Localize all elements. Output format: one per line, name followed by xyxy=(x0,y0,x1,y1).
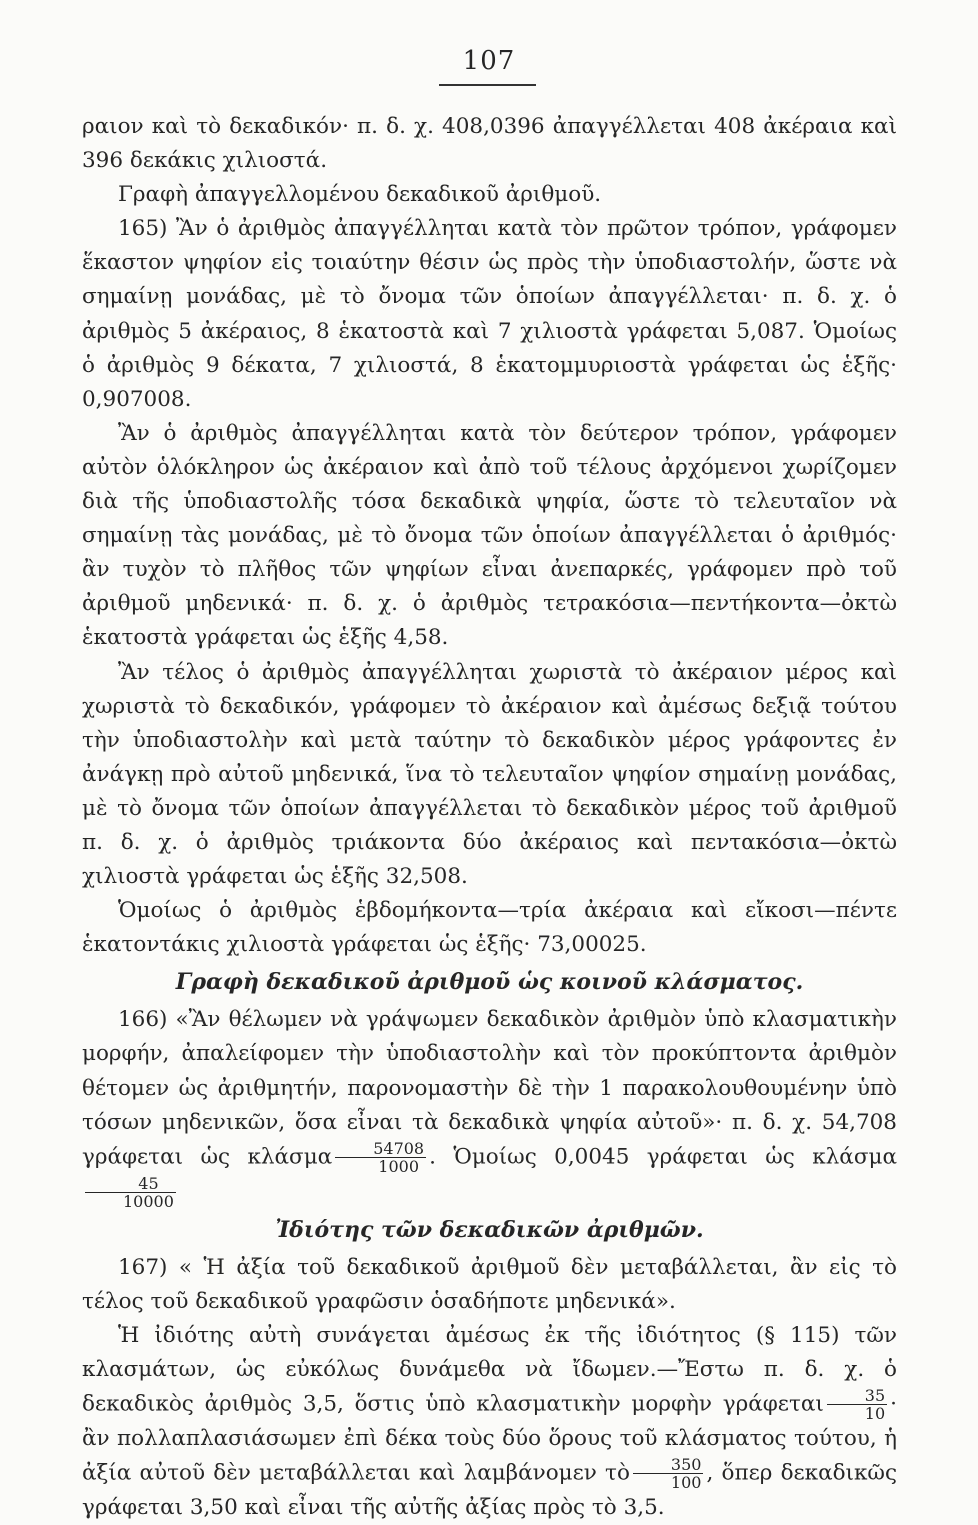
paragraph-168-text-c: , ὅπερ δεκαδικῶς γράφεται 3,50 καὶ εἶναι τῆς αὐτῆς ἀξίας πρὸς τὸ 3,5. xyxy=(82,1460,897,1521)
page-body xyxy=(82,110,897,1525)
paragraph-165: 165) Ἂν ὁ ἀριθμὸς ἀπαγγέλληται κατὰ τὸν πρῶτον τρόπον, γράφομεν ἕκαστον ψηφίον εἰς τοιαύτην θέσιν ὡς πρὸς τὴν ὑποδιαστολήν, ὥστε νὰ σημαίνῃ μονάδας, μὲ τὸ ὄνομα τῶν ὁποίων ἀπαγγέλλεται· π. δ. χ. ὁ ἀριθμὸς 5 ἀκέραιος, 8 ἑκατοστὰ καὶ 7 χιλιοστὰ γράφεται 5,087. Ὁμοίως ὁ ἀριθμὸς 9 δέκατα, 7 χιλιοστά, 8 ἑκατομμυριοστὰ γράφεται ὡς ἑξῆς· 0,907008. xyxy=(82,216,897,412)
page-number: 107 xyxy=(462,46,516,76)
page-number-rule xyxy=(439,84,536,86)
fraction-54708-1000 xyxy=(335,1140,426,1175)
fraction-denominator: 100 xyxy=(670,1473,702,1493)
fraction-denominator: 10 xyxy=(864,1404,886,1424)
paragraph-second-method: Ἂν ὁ ἀριθμὸς ἀπαγγέλληται κατὰ τὸν δεύτερον τρόπον, γράφομεν αὐτὸν ὁλόκληρον ὡς ἀκέραιον καὶ ἀπὸ τοῦ τέλους ἀρχόμενοι χωρίζομεν διὰ τῆς ὑποδιαστολῆς τόσα δεκαδικὰ ψηφία, ὥστε τὸ τελευταῖον νὰ σημαίνῃ τὰς μονάδας, μὲ τὸ ὄνομα τῶν ὁποίων ἀπαγγέλλεται ὁ ἀριθμός· ἂν τυχὸν τὸ πλῆθος τῶν ψηφίων εἶναι ἀνεπαρκές, γράφομεν πρὸ τοῦ ἀριθμοῦ μηδενικά· π. δ. χ. ὁ ἀριθμὸς τετρακόσια—πεντήκοντα—ὀκτὼ ἑκατοστὰ γράφεται ὡς ἑξῆς 4,58. xyxy=(82,420,897,651)
subheading-writing-decimal: Γραφὴ ἀπαγγελλομένου δεκαδικοῦ ἀριθμοῦ. xyxy=(118,182,602,208)
paragraph-168-text-a: Ἡ ἰδιότης αὐτὴ συνάγεται ἀμέσως ἐκ τῆς ἰδιότητος (§ 115) τῶν κλασμάτων, ὡς εὐκόλως δυνάμεθα νὰ ἴδωμεν.—Ἔστω π. δ. χ. ὁ δεκαδικὸς ἀριθμὸς 3,5, ὅστις ὑπὸ κλασματικὴν μορφὴν γράφεται xyxy=(82,1322,897,1417)
fraction-denominator: 1000 xyxy=(378,1156,420,1176)
paragraph-continuation: ραιον καὶ τὸ δεκαδικόν· π. δ. χ. 408,0396 ἀπαγγέλλεται 408 ἀκέραια καὶ 396 δεκάκις χιλιοστά. xyxy=(82,114,897,174)
paragraph-168 xyxy=(82,1319,897,1525)
paragraph-166-text-b: . Ὁμοίως 0,0045 γράφεται ὡς κλάσμα xyxy=(429,1144,897,1170)
fraction-denominator: 10000 xyxy=(123,1191,174,1211)
fraction-numerator: 350 xyxy=(633,1456,704,1474)
fraction-numerator: 45 xyxy=(85,1175,176,1193)
paragraph-168-text-b: · ἂν πολλαπλασιάσωμεν ἐπὶ δέκα τοὺς δύο ὅρους τοῦ κλάσματος τούτου, ἡ ἀξία αὐτοῦ δὲν μεταβάλλεται καὶ λαμβάνομεν τὸ xyxy=(82,1391,897,1486)
fraction-35-10 xyxy=(827,1387,887,1422)
paragraph-166-text-a: 166) «Ἂν θέλωμεν νὰ γράψωμεν δεκαδικὸν ἀριθμὸν ὑπὸ κλασματικὴν μορφήν, ἀπαλείφομεν τὴν ὑποδιαστολὴν καὶ τὸν προκύπτοντα ἀριθμὸν θέτομεν ὡς ἀριθμητήν, παρονομαστὴν δὲ τὴν 1 παρακολουθουμένην ὑπὸ τόσων μηδενικῶν, ὅσα εἶναι τὰ δεκαδικὰ ψηφία αὐτοῦ»· π. δ. χ. 54,708 γράφεται ὡς κλάσμα xyxy=(82,1007,897,1170)
section-heading-fraction: Γραφὴ δεκαδικοῦ ἀριθμοῦ ὡς κοινοῦ κλάσματος. xyxy=(175,969,804,996)
paragraph-166 xyxy=(82,1003,897,1209)
paragraph-third-method: Ἂν τέλος ὁ ἀριθμὸς ἀπαγγέλληται χωριστὰ τὸ ἀκέραιον μέρος καὶ χωριστὰ τὸ δεκαδικόν, γράφομεν τὸ ἀκέραιον καὶ ἀμέσως δεξιᾷ τούτου τὴν ὑποδιαστολὴν καὶ μετὰ ταύτην τὸ δεκαδικὸν μέρος γράφοντες ἐν ἀνάγκῃ πρὸ αὐτοῦ μηδενικά, ἵνα τὸ τελευταῖον ψηφίον σημαίνῃ μονάδας, μὲ τὸ ὄνομα τῶν ὁποίων ἀπαγγέλλεται τὸ δεκαδικὸν μέρος τοῦ ἀριθμοῦ π. δ. χ. ὁ ἀριθμὸς τριάκοντα δύο ἀκέραιος καὶ πεντακόσια—ὀκτὼ χιλιοστὰ γράφεται ὡς ἑξῆς 32,508. xyxy=(82,659,897,890)
fraction-numerator: 54708 xyxy=(335,1140,426,1158)
section-heading-property: Ἰδιότης τῶν δεκαδικῶν ἀριθμῶν. xyxy=(275,1216,704,1243)
fraction-45-10000 xyxy=(85,1175,176,1210)
paragraph-167: 167) « Ἡ ἀξία τοῦ δεκαδικοῦ ἀριθμοῦ δὲν μεταβάλλεται, ἂν εἰς τὸ τέλος τοῦ δεκαδικοῦ γραφῶσιν ὁσαδήποτε μηδενικά». xyxy=(82,1254,897,1314)
fraction-350-100 xyxy=(633,1456,704,1491)
paragraph-example: Ὁμοίως ὁ ἀριθμὸς ἑβδομήκοντα—τρία ἀκέραια καὶ εἴκοσι—πέντε ἑκατοντάκις χιλιοστὰ γράφεται ὡς ἑξῆς· 73,00025. xyxy=(82,898,897,958)
fraction-numerator: 35 xyxy=(827,1387,887,1405)
